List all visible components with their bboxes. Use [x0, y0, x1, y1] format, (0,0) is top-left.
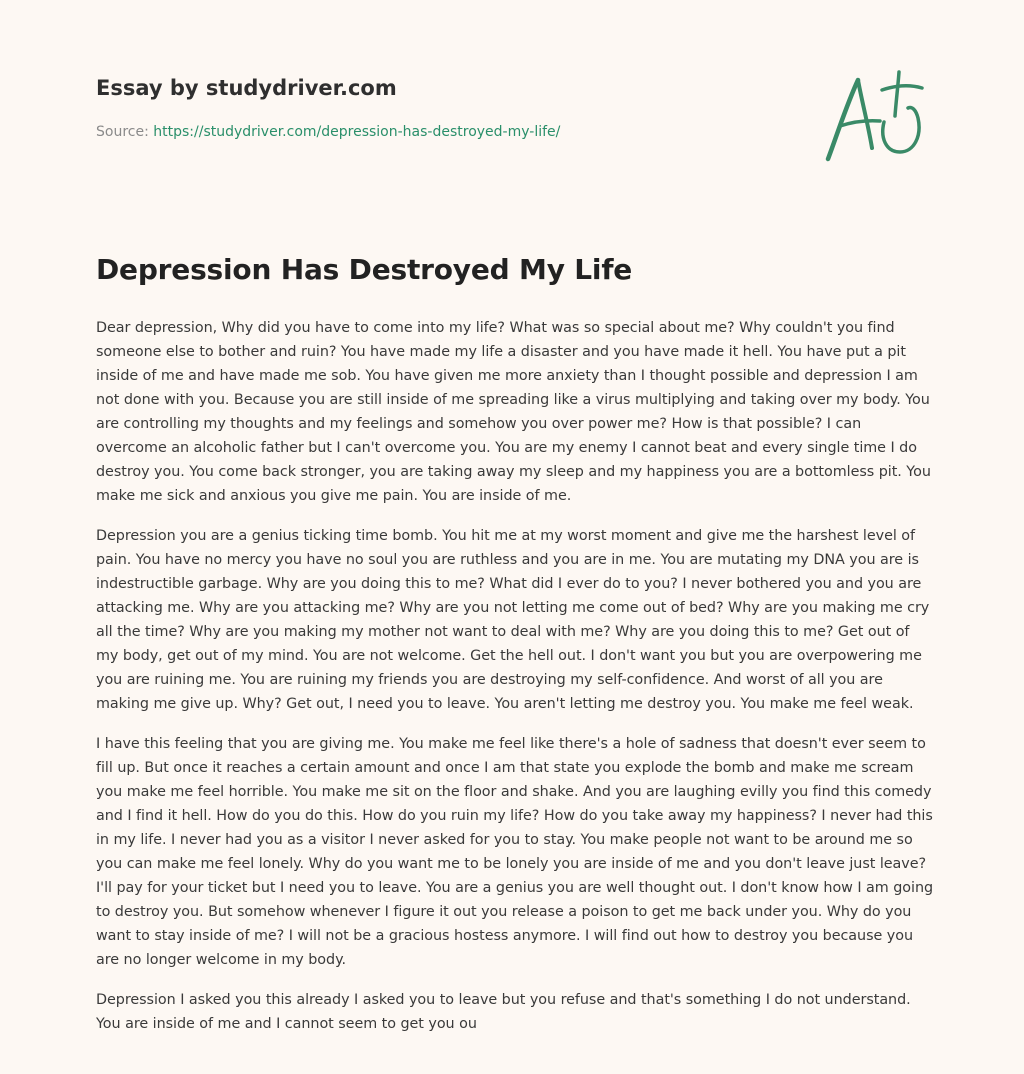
source-link[interactable]: https://studydriver.com/depression-has-destroyed-my-life/ — [153, 124, 561, 140]
a-plus-logo-icon — [822, 66, 928, 166]
essay-paragraph: Dear depression, Why did you have to come into my life? What was so special about me? Why couldn't you find someone else to bother and ruin? You have made my life a disaster and you have made it hell. You have put a pit inside of me and have made me sob. You have given me more anxiety than I thought possible and depression I am not done with you. Because you are still inside of me spreading like a virus multiplying and taking over my body. You are controlling my thoughts and my feelings and somehow you over power me? How is that possible? I can overcome an alcoholic father but I can't overcome you. You are my enemy I cannot beat and every single time I do destroy you. You come back stronger, you are taking away my sleep and my happiness you are a bottomless pit. You make me sick and anxious you give me pain. You are inside of me. — [96, 320, 931, 504]
a-plus-logo-svg — [822, 66, 928, 166]
site-title: Essay by studydriver.com — [96, 76, 397, 100]
essay-title: Depression Has Destroyed My Life — [96, 253, 633, 286]
source-line — [96, 124, 560, 140]
source-label: Source: — [96, 124, 149, 140]
essay-paragraph: Depression you are a genius ticking time bomb. You hit me at my worst moment and give me the harshest level of pain. You have no mercy you have no soul you are ruthless and you are in me. You are mutating my DNA you are is indestructible garbage. Why are you doing this to me? What did I ever do to you? I never bothered you and you are attacking me. Why are you attacking me? Why are you not letting me come out of bed? Why are you making me cry all the time? Why are you making my mother not want to deal with me? Why are you doing this to me? Get out of my body, get out of my mind. You are not welcome. Get the hell out. I don't want you but you are overpowering me you are ruining me. You are ruining my friends you are destroying my self-confidence. And worst of all you are making me give up. Why? Get out, I need you to leave. You aren't letting me destroy you. You make me feel weak. — [96, 528, 930, 712]
essay-paragraph: I have this feeling that you are giving me. You make me feel like there's a hole of sadness that doesn't ever seem to fill up. But once it reaches a certain amount and once I am that state you explode the bomb and make me scream you make me feel horrible. You make me sit on the floor and shake. And you are laughing evilly you find this comedy and I find it hell. How do you do this. How do you ruin my life? How do you take away my happiness? I never had this in my life. I never had you as a visitor I never asked for you to stay. You make people not want to be around me so you can make me feel lonely. Why do you want me to be lonely you are inside of me and you don't leave just leave? I'll pay for your ticket but I need you to leave. You are a genius you are well thought out. I don't know how I am going to destroy you. But somehow whenever I figure it out you release a poison to get me back under you. Why do you want to stay inside of me? I will not be a gracious hostess anymore. I will find out how to destroy you because you are no longer welcome in my body. — [96, 736, 934, 968]
essay-body — [96, 316, 934, 1052]
essay-paragraph: Depression I asked you this already I asked you to leave but you refuse and that's something I do not understand. You are inside of me and I cannot seem to get you ou — [96, 992, 911, 1032]
